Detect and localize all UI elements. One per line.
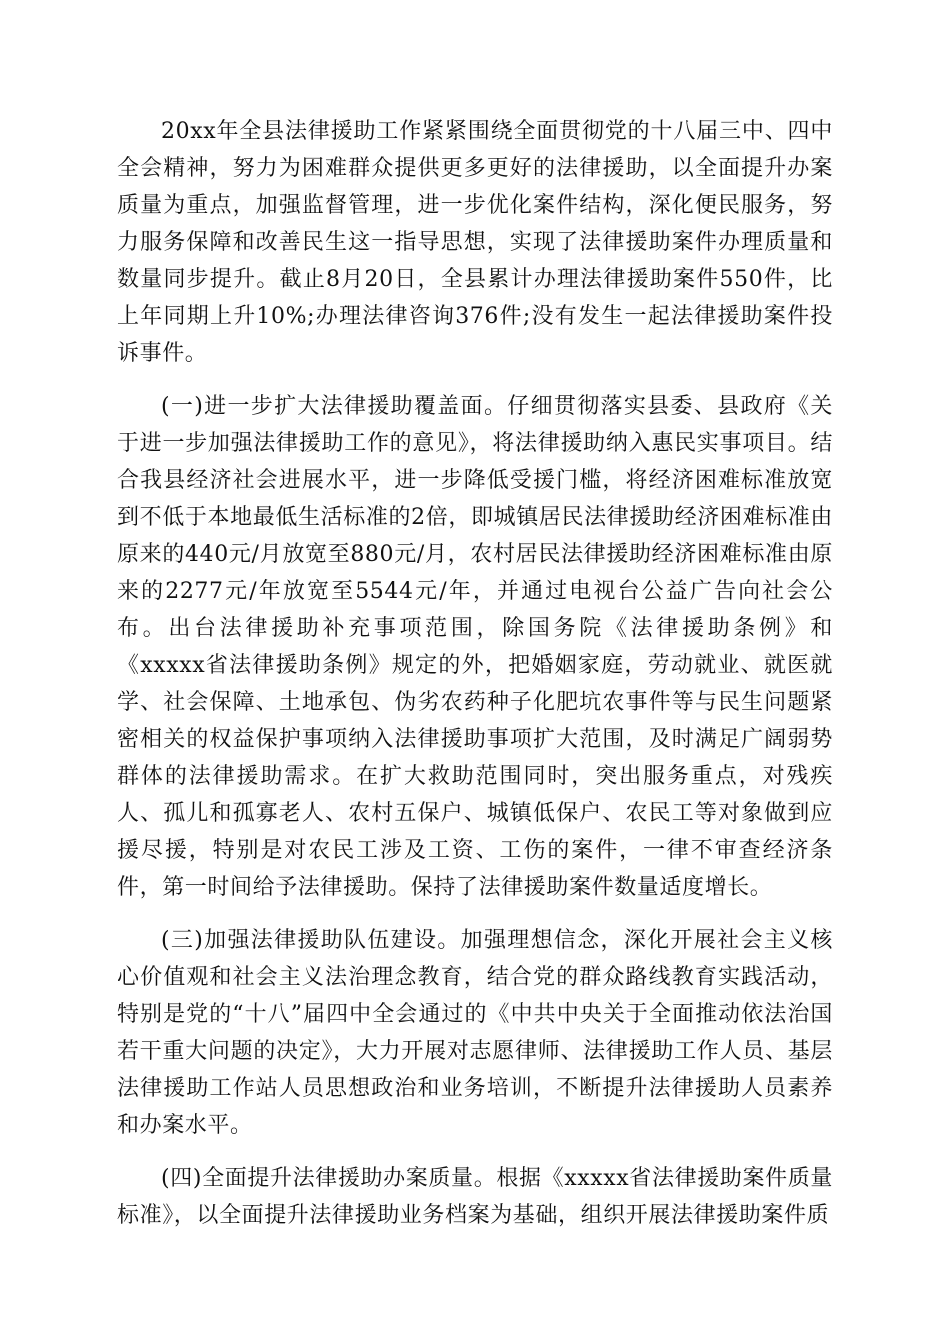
paragraph-team-building: (三)加强法律援助队伍建设。加强理想信念，深化开展社会主义核心价值观和社会主义法治理念教育，结合党的群众路线教育实践活动，特别是党的“十八”届四中全会通过的《中共中央关于全面推动依法治国若干重大问题的决定》，大力开展对志愿律师、法律援助工作人员、基层法律援助工作站人员思想政治和业务培训，不断提升法律援助人员素养和办案水平。 <box>117 928 833 1138</box>
document-body <box>117 113 833 1234</box>
paragraph-case-quality: (四)全面提升法律援助办案质量。根据《xxxxx省法律援助案件质量标准》，以全面提升法律援助业务档案为基础，组织开展法律援助案件质 <box>117 1166 833 1228</box>
paragraph-coverage: (一)进一步扩大法律援助覆盖面。仔细贯彻落实县委、县政府《关于进一步加强法律援助工作的意见》，将法律援助纳入惠民实事项目。结合我县经济社会进展水平，进一步降低受援门槛，将经济困难标准放宽到不低于本地最低生活标准的2倍，即城镇居民法律援助经济困难标准由原来的440元/月放宽至880元/月，农村居民法律援助经济困难标准由原来的2277元/年放宽至5544元/年，并通过电视台公益广告向社会公布。出台法律援助补充事项范围，除国务院《法律援助条例》和《xxxxx省法律援助条例》规定的外，把婚姻家庭，劳动就业、就医就学、社会保障、土地承包、伪劣农药种子化肥坑农事件等与民生问题紧密相关的权益保护事项纳入法律援助事项扩大范围，及时满足广阔弱势群体的法律援助需求。在扩大救助范围同时，突出服务重点，对残疾人、孤儿和孤寡老人、农村五保户、城镇低保户、农民工等对象做到应援尽援，特别是对农民工涉及工资、工伤的案件，一律不审查经济条件，第一时间给予法律援助。保持了法律援助案件数量适度增长。 <box>117 394 833 900</box>
paragraph-summary: 20xx年全县法律援助工作紧紧围绕全面贯彻党的十八届三中、四中全会精神，努力为困难群众提供更多更好的法律援助，以全面提升办案质量为重点，加强监督管理，进一步优化案件结构，深化便民服务，努力服务保障和改善民生这一指导思想，实现了法律援助案件办理质量和数量同步提升。截止8月20日，全县累计办理法律援助案件550件，比上年同期上升10%;办理法律咨询376件;没有发生一起法律援助案件投诉事件。 <box>117 119 833 366</box>
